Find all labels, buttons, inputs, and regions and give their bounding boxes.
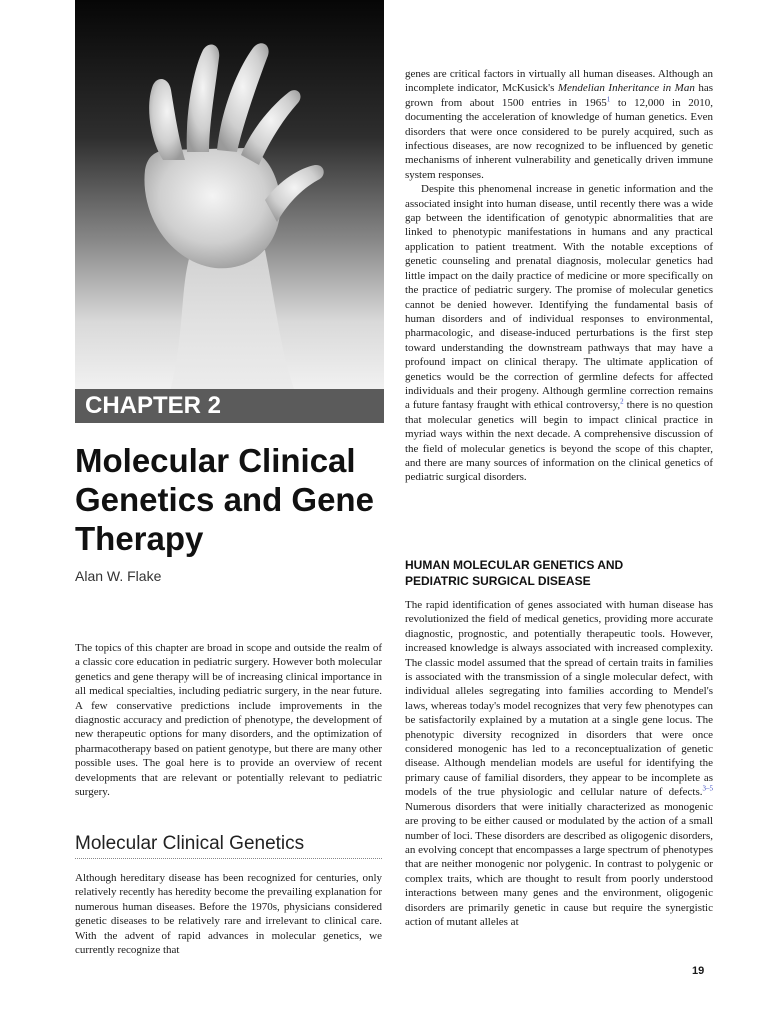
right-column-intro-text bbox=[405, 67, 713, 485]
heading-line: PEDIATRIC SURGICAL DISEASE bbox=[405, 574, 591, 588]
paragraph-despite-increase bbox=[405, 182, 713, 485]
reference-link[interactable]: 3–5 bbox=[702, 784, 713, 793]
section-heading: Molecular Clinical Genetics bbox=[75, 833, 382, 859]
chapter-label: CHAPTER 2 bbox=[75, 389, 384, 423]
heading-line: HUMAN MOLECULAR GENETICS AND bbox=[405, 558, 624, 572]
page-number: 19 bbox=[692, 965, 705, 977]
author-name: Alan W. Flake bbox=[75, 568, 162, 584]
reference-link[interactable]: 1 bbox=[606, 95, 611, 104]
text-run: The rapid identification of genes associated with human disease has revolutionized the field of medical genetics, providing more accurate diagnostic, prognostic, and potentially therapeutic tools. However, increased knowledge is always associated with increased complexity. The classic model assumed that the spread of certain traits in families is associated with the transmission of a single molecular defect, with individual alleles segregating into families according to Mendel's laws, whereas today's model recognizes that very few phenotypes can be satisfactorily explained by a mutation at a single gene locus. The phenotypic diversity recognized in disorders that were once considered monogenic has led to a reconceptualization of genetic disease. Although mendelian models are useful for identifying the primary cause of familial disorders, they appear to be incomplete as models of the true physiologic and cellular nature of defects. bbox=[405, 599, 713, 799]
section-heading-human-molecular-genetics bbox=[405, 557, 713, 589]
text-run: Numerous disorders that were initially characterized as monogenic are proving to be either caused or modulated by the action of a small number of loci. These disorders are described as oligogenic disorders, an evolving concept that encompasses a large spectrum of phenotypes that are neither monogenic nor polygenic. In contrast to polygenic or complex traits, which are thought to result from poorly understood interactions between many genes and the environment, oligogenic disorders are primarily genetic in cause but require the synergistic action of mutant alleles at bbox=[405, 800, 714, 928]
book-title: Mendelian Inheritance in Man bbox=[557, 82, 695, 95]
paragraph-genes-critical bbox=[405, 67, 713, 182]
chapter-title: Molecular Clinical Genetics and Gene Therapy bbox=[75, 442, 374, 557]
text-run: genes are critical factors in virtually all human diseases. Although an incomplete indicator, McKusick's bbox=[405, 68, 713, 95]
text-run: to 12,000 in 2010, documenting the acceleration of knowledge of human genetics. Even disorders that were once considered to be purely acquired, such as infectious diseases, are now recognized to be influenced by genetic mechanisms of inherent vulnerability and genetically driven immune system responses. bbox=[405, 96, 713, 181]
section-paragraph: Although hereditary disease has been recognized for centuries, only relatively recently has heredity become the prevailing explanation for numerous human diseases. Before the 1970s, physicians considered genetic diseases to be relatively rare and irrelevant to clinical care. With the advent of rapid advances in molecular genetics, we currently recognize that bbox=[75, 872, 382, 957]
intro-paragraph: The topics of this chapter are broad in scope and outside the realm of a classic core education in pediatric surgery. However both molecular genetics and gene therapy will be of increasing clinical importance in all medical specialties, including pediatric surgery, in the near future. A few conservative predictions include improvements in the diagnostic accuracy and prediction of phenotype, the development of new therapeutic options for many disorders, and the optimization of pharmacotherapy based on patient genotype, but there are many other possible uses. The goal here is to provide an overview of recent developments that are relevant or potentially relevant to pediatric surgery. bbox=[75, 642, 382, 799]
paragraph-rapid-identification bbox=[405, 598, 713, 929]
text-run: there is no question that molecular genetics will begin to impact clinical practice in myriad ways within the next decade. A comprehensive discussion of the field of molecular genetics is beyond the scope of this chapter, and there are many sources of information on the clinical genetics of pediatric surgical disorders. bbox=[405, 399, 713, 484]
infant-hand-illustration bbox=[75, 0, 384, 392]
chapter-hero-image bbox=[75, 0, 384, 392]
text-run: Despite this phenomenal increase in genetic information and the associated insight into human disease, until recently there was a wide gap between the identification of genotypic abnormalities that are linked to phenotypic manifestations in humans and any practical application to patient treatment. With the notable exceptions of genetic counseling and prenatal diagnosis, molecular genetics had little impact on the daily practice of medicine or more specifically on the practice of pediatric surgery. The promise of molecular genetics cannot be denied however. Identifying the fundamental basis of human disorders and of individual responses to environmental, pharmacologic, and disease-induced perturbations is the first step toward understanding the downstream pathways that may have a profound impact on clinical therapy. The ultimate application of genetics would be the correction of germline defects for affected individuals and their progeny. Although germline correction remains a future fantasy fraught with ethical controversy, bbox=[405, 183, 713, 412]
text-run: has grown from about 1500 entries in 1965 bbox=[405, 82, 714, 109]
reference-link[interactable]: 2 bbox=[620, 397, 624, 406]
